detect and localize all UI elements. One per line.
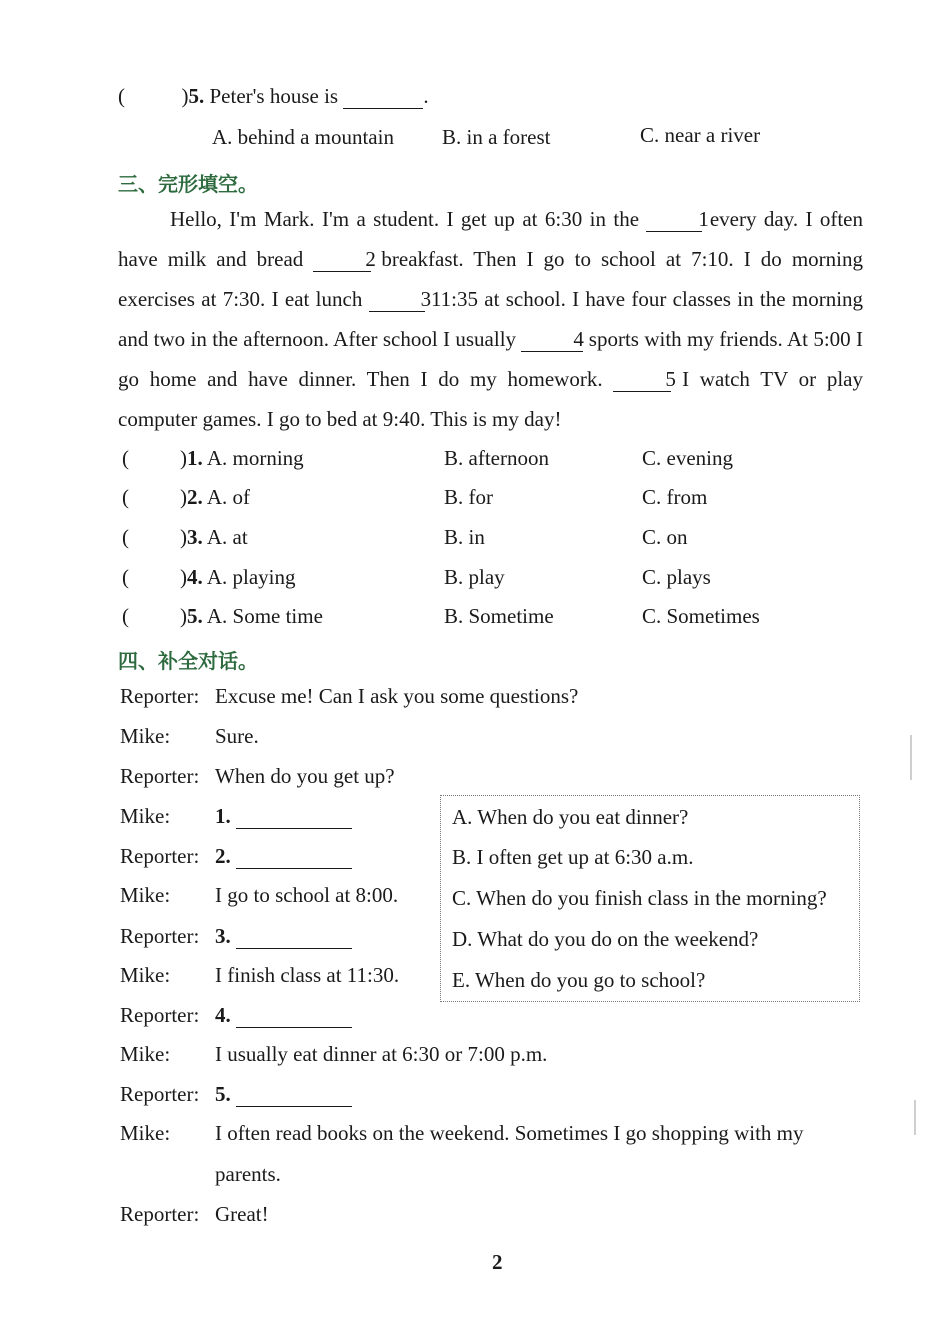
dialogue-text: I usually eat dinner at 6:30 or 7:00 p.m. xyxy=(215,1042,548,1066)
cloze-blank-3[interactable]: 3 xyxy=(369,289,425,312)
dialogue-line xyxy=(120,1082,880,1112)
blank-number: 2. xyxy=(215,844,231,868)
option-a[interactable]: A. playing xyxy=(206,565,296,589)
blank-number: 3. xyxy=(215,924,231,948)
speaker: Reporter: xyxy=(120,764,200,788)
cloze-blank-1[interactable]: 1 xyxy=(646,209,702,232)
dialogue-line xyxy=(120,1121,880,1191)
option-c[interactable]: C. plays xyxy=(642,565,711,589)
option-b[interactable]: B. in xyxy=(444,525,485,549)
speaker: Reporter: xyxy=(120,1082,200,1106)
speaker: Mike: xyxy=(120,1042,171,1066)
dialogue-line xyxy=(120,764,880,794)
dialogue-line xyxy=(120,724,880,754)
question-number: 5. xyxy=(188,84,205,108)
cloze-blank-2[interactable]: 2 xyxy=(313,249,371,272)
dialogue-text: Excuse me! Can I ask you some questions? xyxy=(215,684,579,708)
section3-title: 三、完形填空。 xyxy=(118,172,258,196)
q5-prev-option-b: B. in a forest xyxy=(442,125,551,149)
option-a[interactable]: A. morning xyxy=(206,446,304,470)
speaker: Reporter: xyxy=(120,1003,200,1027)
box-option-c[interactable]: C. When do you finish class in the morning? xyxy=(452,886,827,910)
paren-close: ) xyxy=(181,84,189,108)
paren-open: ( xyxy=(118,84,125,108)
dialogue-line xyxy=(120,684,880,714)
box-option-d[interactable]: D. What do you do on the weekend? xyxy=(452,927,759,951)
option-c[interactable]: C. from xyxy=(642,485,708,509)
dialogue-line xyxy=(120,1003,880,1033)
q5-prev-option-a: A. behind a mountain xyxy=(212,125,394,149)
cloze-passage: Hello, I'm Mark. I'm a student. I get up at 6:30 in the 1 every day. I often have milk and bread 2 breakfast. Then I go to school at 7:10. I do morning exercises at 7:30. I eat lunch 3 11:35 at school. I have four classes in the morning and two in the afternoon. After school I usually 4 sports with my friends. At 5:00 I go home and have dinner. Then I do my homework. 5 I watch TV or play computer games. I go to bed at 9:40. This is my day! xyxy=(118,207,864,431)
option-b[interactable]: B. Sometime xyxy=(444,604,554,628)
dialogue-text: I go to school at 8:00. xyxy=(215,883,399,907)
dialogue-text: I finish class at 11:30. xyxy=(215,963,400,987)
option-c[interactable]: C. evening xyxy=(642,446,733,470)
cloze-question[interactable]: ( )5. A. Some time B. Sometime C. Sometimes xyxy=(122,604,760,628)
dialogue-blank-4[interactable] xyxy=(236,1005,352,1028)
option-a[interactable]: A. at xyxy=(206,525,248,549)
blank-number: 4. xyxy=(215,1003,231,1027)
cloze-question[interactable]: ( )4. A. playing B. play C. plays xyxy=(122,565,711,589)
speaker: Mike: xyxy=(120,883,171,907)
speaker: Reporter: xyxy=(120,924,200,948)
dialogue-text: I often read books on the weekend. Sometimes I go shopping with my xyxy=(215,1121,804,1145)
dialogue-blank-2[interactable] xyxy=(236,846,352,869)
cloze-question[interactable]: ( )1. A. morning B. afternoon C. evening xyxy=(122,446,733,470)
dialogue-line xyxy=(120,1202,880,1232)
cloze-question[interactable]: ( )2. A. of B. for C. from xyxy=(122,485,708,509)
dialogue-text-continued: parents. xyxy=(215,1162,281,1186)
box-option-e[interactable]: E. When do you go to school? xyxy=(452,968,706,992)
scan-mark xyxy=(910,735,912,780)
answer-blank[interactable] xyxy=(343,86,423,109)
dialogue-text: Great! xyxy=(215,1202,269,1226)
option-c[interactable]: C. on xyxy=(642,525,688,549)
option-b[interactable]: B. play xyxy=(444,565,505,589)
box-option-b[interactable]: B. I often get up at 6:30 a.m. xyxy=(452,845,694,869)
speaker: Mike: xyxy=(120,724,171,748)
dialogue-text: When do you get up? xyxy=(215,764,395,788)
question-stem: Peter's house is xyxy=(209,84,339,108)
dialogue-blank-1[interactable] xyxy=(236,806,352,829)
speaker: Mike: xyxy=(120,804,171,828)
dialogue-line xyxy=(120,1042,880,1072)
speaker: Reporter: xyxy=(120,844,200,868)
option-c[interactable]: C. Sometimes xyxy=(642,604,760,628)
box-option-a[interactable]: A. When do you eat dinner? xyxy=(452,805,689,829)
dialogue-blank-3[interactable] xyxy=(236,926,352,949)
page-number: 2 xyxy=(492,1250,503,1274)
q5-prev-option-c: C. near a river xyxy=(640,123,761,147)
option-b[interactable]: B. afternoon xyxy=(444,446,549,470)
speaker: Reporter: xyxy=(120,684,200,708)
blank-number: 5. xyxy=(215,1082,231,1106)
option-b[interactable]: B. for xyxy=(444,485,493,509)
cloze-blank-5[interactable]: 5 xyxy=(613,369,671,392)
scan-mark xyxy=(914,1100,916,1135)
cloze-blank-4[interactable]: 4 xyxy=(521,329,583,352)
option-a[interactable]: A. Some time xyxy=(206,604,323,628)
cloze-question[interactable]: ( )3. A. at B. in C. on xyxy=(122,525,688,549)
answer-options-box xyxy=(440,795,860,1002)
dialogue-blank-5[interactable] xyxy=(236,1084,352,1107)
blank-number: 1. xyxy=(215,804,231,828)
speaker: Reporter: xyxy=(120,1202,200,1226)
speaker: Mike: xyxy=(120,963,171,987)
dialogue-text: Sure. xyxy=(215,724,259,748)
speaker: Mike: xyxy=(120,1121,171,1145)
q5-prev-row: ( )5. Peter's house is . xyxy=(118,84,429,108)
option-a[interactable]: A. of xyxy=(206,485,251,509)
section4-title: 四、补全对话。 xyxy=(118,649,258,673)
